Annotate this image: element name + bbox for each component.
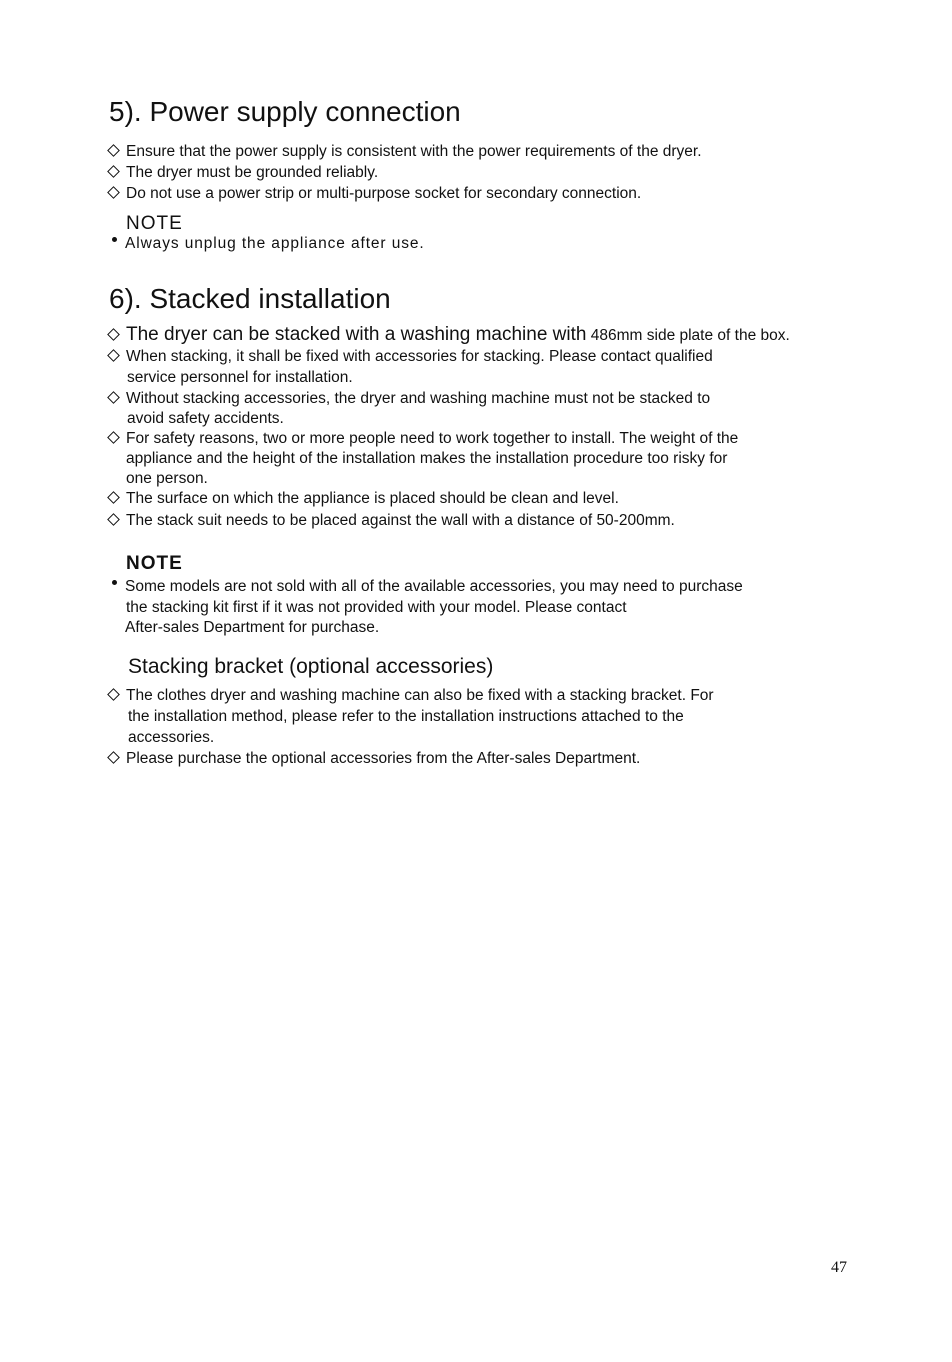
- list-item-continuation: accessories.: [128, 729, 215, 746]
- list-item: The stack suit needs to be placed against the wall with a distance of 50-200mm.: [109, 513, 675, 529]
- dot-bullet-icon: [112, 580, 117, 585]
- list-item: The surface on which the appliance is placed should be clean and level.: [109, 491, 619, 507]
- list-item-continuation: the installation method, please refer to the installation instructions attached to the: [128, 708, 684, 725]
- note-item: Some models are not sold with all of the available accessories, you may need to purchase: [112, 579, 743, 595]
- list-item: Without stacking accessories, the dryer and washing machine must not be stacked to: [109, 391, 710, 407]
- list-item: The dryer must be grounded reliably.: [109, 165, 378, 181]
- diamond-bullet-icon: [107, 349, 120, 362]
- diamond-bullet-icon: [107, 751, 120, 764]
- diamond-bullet-icon: [107, 491, 120, 504]
- list-item-continuation: avoid safety accidents.: [127, 410, 284, 427]
- list-item: Please purchase the optional accessories from the After-sales Department.: [109, 751, 640, 767]
- section-6-title: 6). Stacked installation: [109, 283, 391, 314]
- list-item: When stacking, it shall be fixed with accessories for stacking. Please contact qualified: [109, 349, 713, 365]
- note-continuation: the stacking kit first if it was not provided with your model. Please contact: [126, 599, 627, 616]
- list-item-continuation: service personnel for installation.: [127, 369, 353, 386]
- stacking-bracket-title: Stacking bracket (optional accessories): [128, 655, 494, 678]
- diamond-bullet-icon: [107, 328, 120, 341]
- note-heading: NOTE: [126, 553, 183, 574]
- dot-bullet-icon: [112, 237, 117, 242]
- diamond-bullet-icon: [107, 391, 120, 404]
- diamond-bullet-icon: [107, 144, 120, 157]
- list-item: The clothes dryer and washing machine can also be fixed with a stacking bracket. For: [109, 688, 714, 704]
- page-number: 47: [831, 1259, 847, 1276]
- list-item: The dryer can be stacked with a washing machine with 486mm side plate of the box.: [109, 325, 790, 344]
- diamond-bullet-icon: [107, 165, 120, 178]
- diamond-bullet-icon: [107, 688, 120, 701]
- note-heading: NOTE: [126, 213, 183, 234]
- diamond-bullet-icon: [107, 431, 120, 444]
- list-item-continuation: one person.: [126, 470, 208, 487]
- diamond-bullet-icon: [107, 186, 120, 199]
- list-item: Ensure that the power supply is consistent with the power requirements of the dryer.: [109, 144, 702, 160]
- note-continuation: After-sales Department for purchase.: [125, 619, 380, 636]
- list-item: For safety reasons, two or more people need to work together to install. The weight of the: [109, 431, 738, 447]
- note-item: Always unplug the appliance after use.: [112, 236, 425, 252]
- section-5-title: 5). Power supply connection: [109, 96, 461, 127]
- diamond-bullet-icon: [107, 513, 120, 526]
- list-item-continuation: appliance and the height of the installation makes the installation procedure too risky for: [126, 450, 728, 467]
- list-item: Do not use a power strip or multi-purpose socket for secondary connection.: [109, 186, 641, 202]
